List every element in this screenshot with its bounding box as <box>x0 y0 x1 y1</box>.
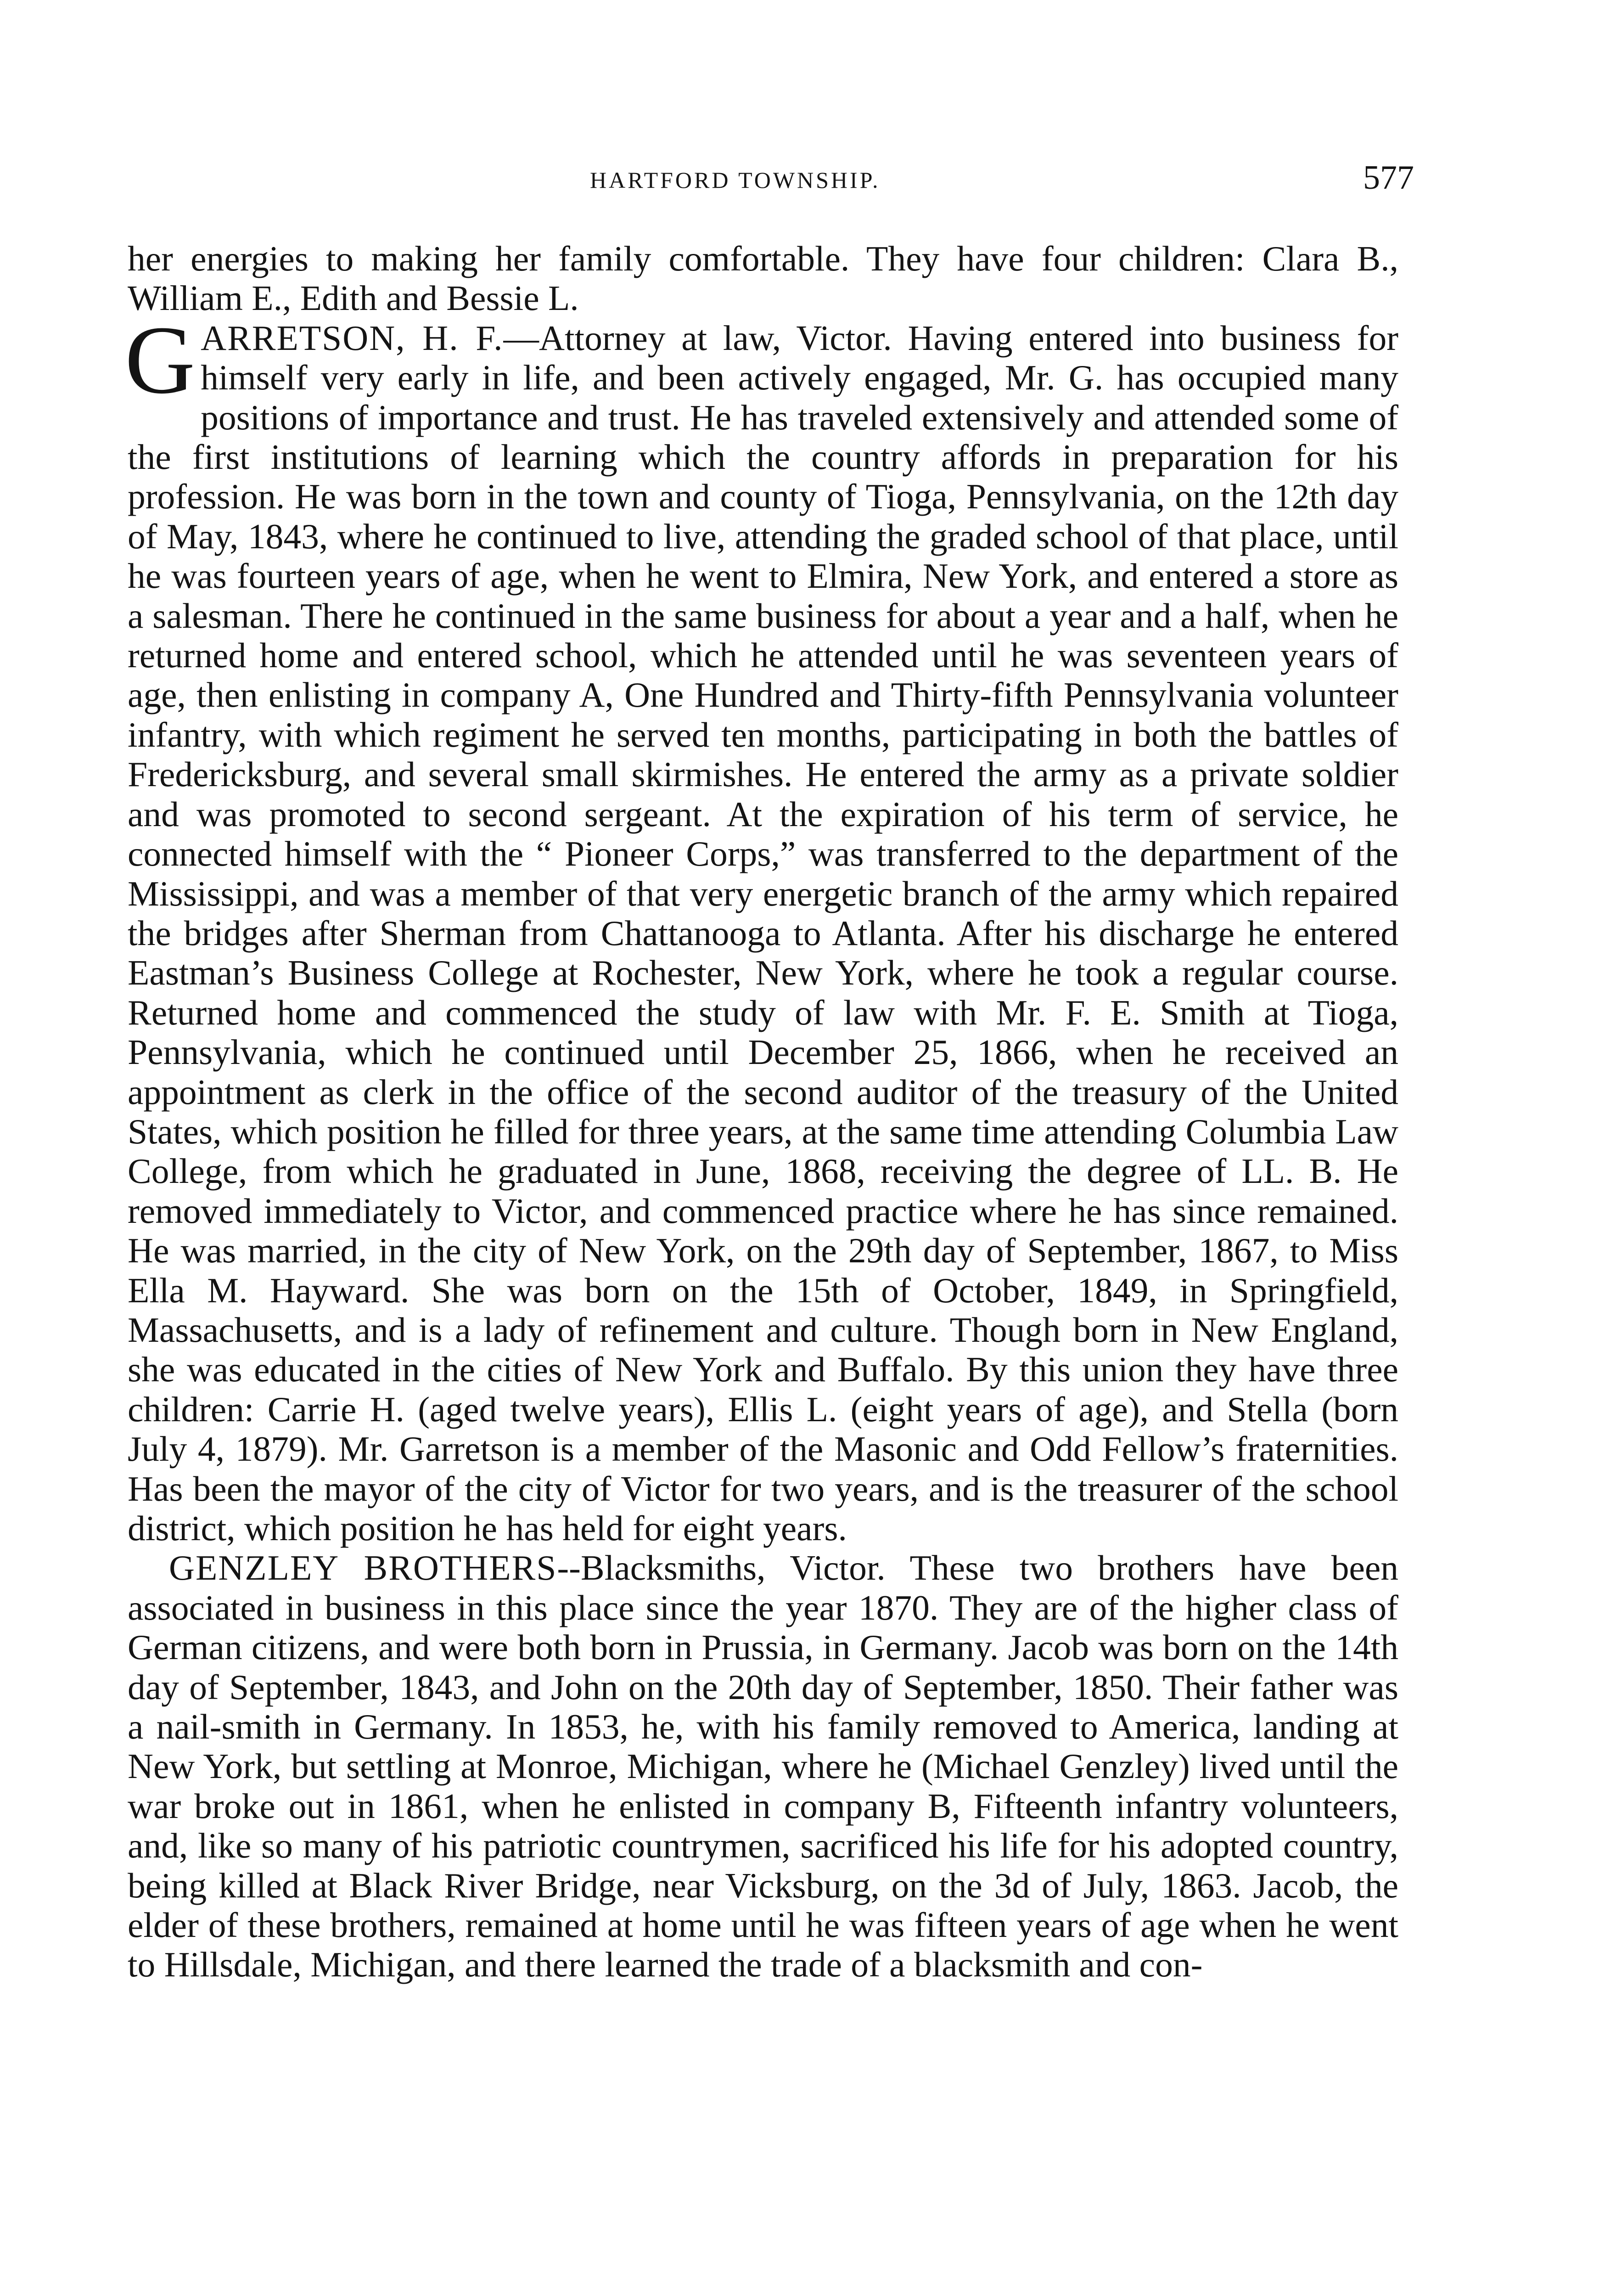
running-head: HARTFORD TOWNSHIP. <box>590 167 881 193</box>
continuation-paragraph: her energies to making her family comfortable. They have four children: Clara B., William E., Edith and Bessie L. <box>128 239 1398 318</box>
page-header <box>0 158 1616 204</box>
page-number: 577 <box>1363 159 1414 197</box>
genzley-entry <box>128 1548 1398 1984</box>
genzley-entry-name: GENZLEY BROTHERS <box>169 1548 557 1588</box>
garretson-entry-text: —Attorney at law, Victor. Having entered into business for himself very early in life, and been actively engaged, Mr. G. has occupied many positions of importance and trust. He has traveled extensively and attended some of the first institutions of learning which the country affords in preparation for his profession. He was born in the town and county of Tioga, Pennsylvania, on the 12th day of May, 1843, where he continued to live, attending the graded school of that place, until he was fourteen years of age, when he went to Elmira, New York, and entered a store as a salesman. There he continued in the same business for about a year and a half, when he returned home and entered school, which he attended until he was seventeen years of age, then enlisting in company A, One Hundred and Thirty-fifth Pennsylvania volunteer infantry, with which regiment he served ten months, participating in both the battles of Fredericksburg, and several small skirmishes. He entered the army as a private soldier and was promoted to second sergeant. At the expiration of his term of service, he connected himself with the “ Pioneer Corps,” was transferred to the department of the Mississippi, and was a member of that very energetic branch of the army which repaired the bridges after Sherman from Chattanooga to Atlanta. After his discharge he entered Eastman’s Business College at Rochester, New York, where he took a regular course. Returned home and commenced the study of law with Mr. F. E. Smith at Tioga, Pennsylvania, which he continued until December 25, 1866, when he received an appointment as clerk in the office of the second auditor of the treasury of the United States, which position he filled for three years, at the same time attending Columbia Law College, from which he graduated in June, 1868, receiving the degree of LL. B. He removed immediately to Victor, and commenced practice where he has since remained. He was married, in the city of New York, on the 29th day of September, 1867, to Miss Ella M. Hayward. She was born on the 15th of October, 1849, in Springfield, Massachusetts, and is a lady of refinement and culture. Though born in New England, she was educated in the cities of New York and Buffalo. By this union they have three children: Carrie H. (aged twelve years), Ellis L. (eight years of age), and Stella (born July 4, 1879). Mr. Garretson is a member of the Masonic and Odd Fellow’s fraternities. Has been the mayor of the city of Victor for two years, and is the treasurer of the school district, which position he has held for eight years. <box>128 318 1398 1548</box>
page-body <box>125 239 1399 1985</box>
genzley-entry-text: --Blacksmiths, Victor. These two brothers have been associated in business in this place since the year 1870. They are of the higher class of German citizens, and were both born in Prussia, in Germany. Jacob was born on the 14th day of September, 1843, and John on the 20th day of September, 1850. Their father was a nail-smith in Germany. In 1853, he, with his family removed to America, landing at New York, but settling at Monroe, Michigan, where he (Michael Genzley) lived until the war broke out in 1861, when he enlisted in company B, Fifteenth infantry volunteers, and, like so many of his patriotic countrymen, sacrificed his life for his adopted country, being killed at Black River Bridge, near Vicksburg, on the 3d of July, 1863. Jacob, the elder of these brothers, remained at home until he was fifteen years of age when he went to Hillsdale, Michigan, and there learned the trade of a blacksmith and con- <box>128 1548 1399 1985</box>
garretson-entry-name: ARRETSON, H. F. <box>201 318 504 358</box>
drop-cap: G <box>125 305 196 414</box>
garretson-entry <box>125 305 1398 1548</box>
